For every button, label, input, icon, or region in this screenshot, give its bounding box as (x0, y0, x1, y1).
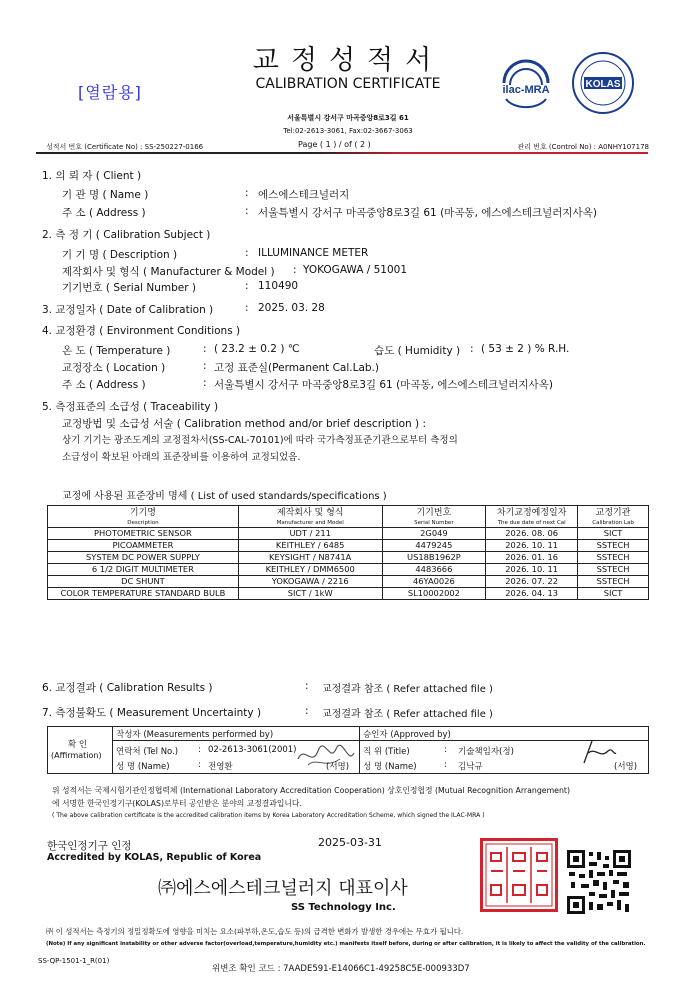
certificate-number: 성적서 번호 (Certificate No) : SS-250227-0166 (46, 143, 204, 151)
affirmation-label-en: (Affirmation) (51, 751, 102, 760)
accreditation-line-1: 위 성적서는 국제시험기관인정협력체 (International Laboratory Accreditation Cooperation) 상호인정협정 (Mutual Recognition Arrangement) (52, 786, 571, 795)
title-korean: 교정성적서 (252, 45, 444, 76)
client-heading: 1. 의 뢰 자 ( Client ) (42, 170, 142, 182)
results-value: 교정결과 참조 ( Refer attached file ) (322, 684, 493, 695)
form-number: SS-QP-1501-1_R(01) (38, 957, 110, 965)
performer-tel-label: 연락처 (Tel No.) (116, 747, 179, 757)
table-cell: 4483666 (382, 564, 486, 576)
table-cell: 2G049 (382, 528, 486, 540)
colon: : (198, 745, 201, 755)
ilac-logo-text: ilac-MRA (502, 84, 550, 96)
subject-desc-label: 기 기 명 ( Description ) (62, 249, 178, 261)
env-temp-label: 온 도 ( Temperature ) (62, 345, 171, 357)
colon: : (245, 302, 249, 314)
performer-name: 전영환 (208, 762, 233, 772)
affirmation-label: 확 인 (68, 740, 88, 750)
colon: : (293, 264, 297, 276)
client-address-label: 주 소 ( Address ) (62, 207, 146, 219)
table-cell: 2026. 01. 16 (486, 552, 578, 564)
traceability-heading: 5. 측정표준의 소급성 ( Traceability ) (42, 401, 219, 413)
table-cell: DC SHUNT (48, 576, 239, 588)
standards-heading: 교정에 사용된 표준장비 명세 ( List of used standards/specifications ) (62, 491, 387, 502)
client-name-label: 기 관 명 ( Name ) (62, 189, 149, 201)
table-cell: KEYSIGHT / N8741A (238, 552, 382, 564)
table-cell: KEITHLEY / DMM6500 (238, 564, 382, 576)
env-address-label: 주 소 ( Address ) (62, 379, 146, 391)
environment-heading: 4. 교정환경 ( Environment Conditions ) (42, 325, 241, 337)
subject-mfr-label: 제작회사 및 형식 ( Manufacturer & Model ) (62, 266, 275, 278)
table-cell: 2026. 10. 11 (486, 540, 578, 552)
table-cell: SL10002002 (382, 588, 486, 600)
table-cell: SYSTEM DC POWER SUPPLY (48, 552, 239, 564)
colon: : (245, 205, 249, 217)
company-name-ko: ㈜에스에스테크널러지 대표이사 (158, 878, 408, 899)
date-value: 2025. 03. 28 (258, 302, 325, 314)
table-cell: UDT / 211 (238, 528, 382, 540)
approver-title-value: 기술책임자(정) (458, 747, 514, 757)
env-temp-value: ( 23.2 ± 0.2 ) ℃ (214, 343, 300, 355)
col-manufacturer: 제작회사 및 형식 Manufacturer and Model (238, 506, 382, 528)
col-description: 기기명 Description (48, 506, 239, 528)
performer-tel-value: 02-2613-3061(2001) (208, 745, 297, 755)
client-name-value: 에스에스테크널러지 (258, 189, 350, 201)
subject-desc-value: ILLUMINANCE METER (258, 247, 369, 259)
divider (112, 740, 648, 741)
subject-serial-label: 기기번호 ( Serial Number ) (62, 282, 197, 294)
table-cell: 2026. 04. 13 (486, 588, 578, 600)
colon: : (470, 343, 474, 355)
table-cell: COLOR TEMPERATURE STANDARD BULB (48, 588, 239, 600)
uncertainty-value: 교정결과 참조 ( Refer attached file ) (322, 709, 493, 720)
traceability-line-1: 상기 기기는 광조도계의 교정절차서(SS-CAL-70101)에 따라 국가측정표준기관으로부터 측정의 (62, 435, 458, 446)
ilac-mra-logo (496, 55, 556, 114)
approver-title-label: 직 위 (Title) (363, 747, 410, 757)
approver-signature (578, 737, 618, 767)
table-row (48, 540, 649, 552)
client-address-value: 서울특별시 강서구 마곡중앙8로3길 61 (마곡동, 에스에스테크널러지사옥) (258, 207, 597, 219)
col-due-date: 차기교정예정일자 The due date of next Cal (486, 506, 578, 528)
lab-address: 서울특별시 강서구 마곡중앙8로3길 61 (287, 114, 409, 122)
env-location-value: 고정 표준실(Permanent Cal.Lab.) (214, 362, 379, 374)
table-cell: SSTECH (578, 564, 649, 576)
table-cell: SSTECH (578, 576, 649, 588)
company-name-en: SS Technology Inc. (291, 902, 396, 913)
env-humidity-value: ( 53 ± 2 ) % R.H. (481, 343, 570, 355)
table-cell: 2026. 08. 06 (486, 528, 578, 540)
kolas-logo (563, 50, 643, 119)
approver-heading: 승인자 (Approved by) (363, 730, 451, 740)
kolas-accredited-ko: 한국인정기구 인정 (47, 840, 132, 852)
col-lab: 교정기관 Calibration Lab (578, 506, 649, 528)
date-heading: 3. 교정일자 ( Date of Calibration ) (42, 304, 214, 316)
performer-sign-label: (서명) (326, 762, 350, 772)
accreditation-line-2: 에 서명한 한국인정기구(KOLAS)로부터 공인받은 분야의 교정결과입니다. (52, 799, 302, 808)
table-cell: PICOAMMETER (48, 540, 239, 552)
colon: : (444, 745, 447, 755)
env-address-value: 서울특별시 강서구 마곡중앙8로3길 61 (마곡동, 에스에스테크널러지사옥) (214, 379, 553, 391)
qr-code (567, 850, 631, 914)
lab-tel-fax: Tel:02-2613-3061, Fax:02-3667-3063 (283, 127, 413, 135)
page-number: Page ( 1 ) / of ( 2 ) (298, 140, 371, 149)
issue-date: 2025-03-31 (318, 836, 382, 849)
colon: : (245, 280, 249, 292)
subject-heading: 2. 측 정 기 ( Calibration Subject ) (42, 229, 211, 241)
table-cell: 2026. 07. 22 (486, 576, 578, 588)
colon: : (245, 187, 249, 199)
col-serial: 기기번호 Serial Number (382, 506, 486, 528)
table-cell: KEITHLEY / 6485 (238, 540, 382, 552)
standards-header-row (48, 506, 649, 528)
colon: : (203, 343, 207, 355)
traceability-method-label: 교정방법 및 소급성 서술 ( Calibration method and/or brief description ) : (62, 418, 427, 430)
performer-name-label: 성 명 (Name) (116, 762, 170, 772)
subject-mfr-value: YOKOGAWA / 51001 (303, 264, 408, 276)
env-humidity-label: 습도 ( Humidity ) (374, 345, 461, 357)
table-cell: 6 1/2 DIGIT MULTIMETER (48, 564, 239, 576)
colon: : (198, 760, 201, 770)
table-cell: YOKOGAWA / 2216 (238, 576, 382, 588)
results-heading: 6. 교정결과 ( Calibration Results ) (42, 682, 213, 694)
table-row (48, 564, 649, 576)
table-cell: SSTECH (578, 552, 649, 564)
control-number: 관리 번호 (Control No) : A0NHY107178 (517, 143, 649, 151)
title-english: CALIBRATION CERTIFICATE (255, 76, 441, 92)
note-english: (Note) If any significant instability or other adverse factor(overload,temperature,humidity etc.) manifests itself before, during or after calibration, it is likely to affect the validity of the calibration. (46, 941, 646, 947)
colon: : (444, 760, 447, 770)
table-cell: SSTECH (578, 540, 649, 552)
colon: : (305, 680, 309, 692)
approver-sign-label: (서명) (614, 762, 638, 772)
performer-heading: 작성자 (Measurements performed by) (116, 730, 274, 740)
colon: : (203, 377, 207, 389)
colon: : (305, 705, 309, 717)
forgery-check-code: 위변조 확인 코드 : 7AADE591-E14066C1-49258C5E-000933D7 (212, 964, 470, 974)
divider (112, 727, 113, 773)
table-cell: PHOTOMETRIC SENSOR (48, 528, 239, 540)
table-cell: US18B1962P (382, 552, 486, 564)
colon: : (245, 247, 249, 259)
approver-name: 김낙규 (458, 762, 483, 772)
table-cell: SICT (578, 588, 649, 600)
table-cell: 2026. 10. 11 (486, 564, 578, 576)
header-rule (36, 152, 648, 154)
table-row (48, 528, 649, 540)
divider (359, 727, 360, 773)
colon: : (203, 360, 207, 372)
subject-serial-value: 110490 (258, 280, 299, 292)
note-korean: ㈜ 이 성적서는 측정기의 정밀정확도에 영향을 미치는 요소(파부하,온도,습도 등)의 급격한 변화가 발생한 경우에는 무효가 됩니다. (46, 927, 464, 936)
table-cell: SICT (578, 528, 649, 540)
table-cell: SICT / 1kW (238, 588, 382, 600)
table-row (48, 576, 649, 588)
table-cell: 4479245 (382, 540, 486, 552)
traceability-line-2: 소급성이 확보된 아래의 표준장비를 이용하여 교정되었음. (62, 452, 301, 463)
standards-table (47, 505, 649, 600)
table-cell: 46YA0026 (382, 576, 486, 588)
kolas-logo-text: KOLAS (585, 79, 621, 90)
affirmation-box (47, 726, 649, 774)
viewing-tag: [열람용] (78, 83, 142, 102)
accreditation-line-3: ( The above calibration certificate is the accredited calibration items by Korea Laboratory Accreditation Scheme, which signed the ILAC-MRA ) (52, 812, 485, 819)
kolas-accredited-en: Accredited by KOLAS, Republic of Korea (47, 852, 262, 863)
table-row (48, 588, 649, 600)
uncertainty-heading: 7. 측정불확도 ( Measurement Uncertainty ) (42, 707, 262, 719)
table-row (48, 552, 649, 564)
company-seal-stamp (480, 838, 558, 912)
approver-name-label: 성 명 (Name) (363, 762, 417, 772)
env-location-label: 교정장소 ( Location ) (62, 362, 166, 374)
